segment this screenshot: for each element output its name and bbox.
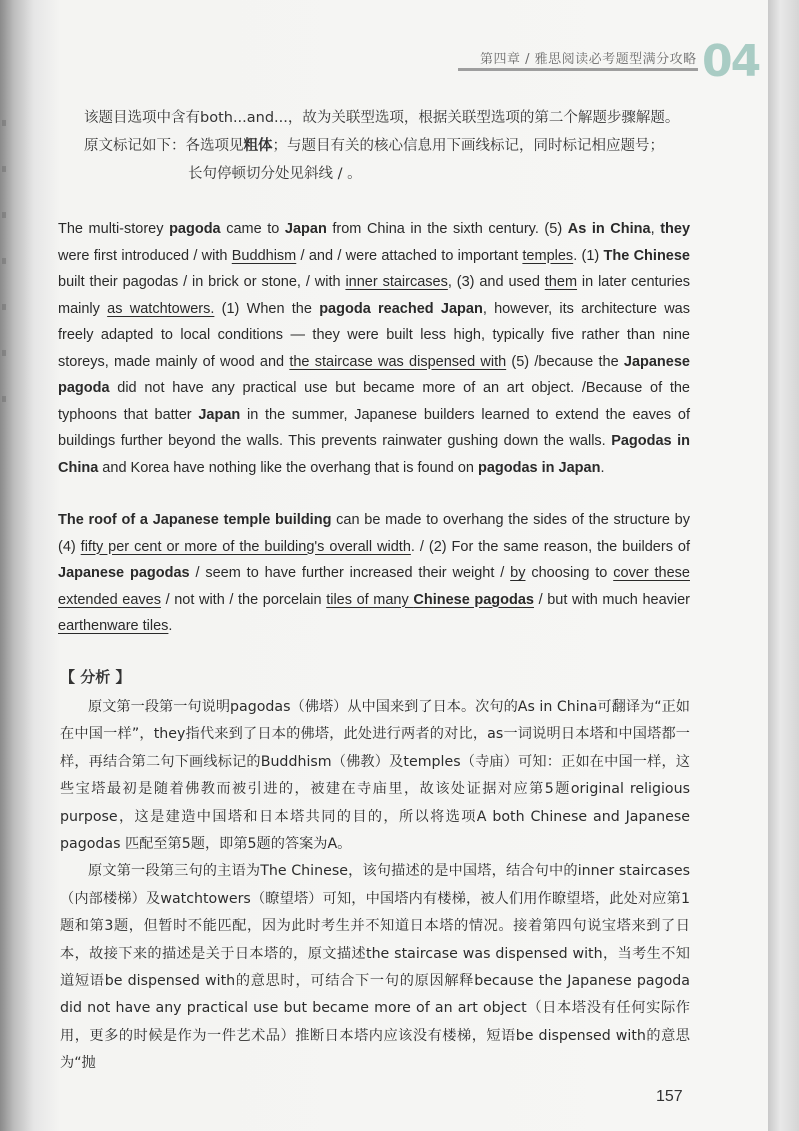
- underlined-text: by: [510, 565, 526, 581]
- intro-line-3: 长句停顿切分处见斜线 / 。: [188, 166, 362, 182]
- analysis-heading: 【 分析 】: [60, 668, 131, 686]
- passage-text: , (3) and used: [447, 274, 545, 290]
- intro-line-2-bold: 粗体: [243, 138, 273, 154]
- underlined-text: earthenware tiles: [58, 618, 169, 634]
- passage-text: . (1): [573, 247, 604, 264]
- passage-text: in later centuries mainly: [58, 274, 691, 317]
- analysis-paragraph: 原文第一段第三句的主语为The Chinese，该句描述的是中国塔，结合句中的inner staircases（内部楼梯）及watchtowers（瞭望塔）可知，中国塔内有楼梯，被人们用作瞭望塔，此处对应第1题和第3题，但暂时不能匹配，因为此时考生并不知道日本塔的情况。接着第四句说宝塔来到了日本，故接下来的描述是关于日本塔的，原文描述the staircase was dispensed with，当考生不知道短语be dispensed with的意思时，可结合下一句的原因解释because the Japanese pagoda did not have any practical use but became more of an art object（日本塔没有任何实际作用，更多的时候是作为一件艺术品）推断日本塔内应该没有楼梯，短语be dispensed with的意思为“抛: [60, 863, 690, 1072]
- passage-paragraph-2: [58, 507, 690, 640]
- passage-text: can be made to overhang the sides of the structure by (4): [58, 512, 690, 555]
- chapter-title: 第四章 / 雅思阅读必考题型满分攻略: [480, 52, 697, 67]
- passage-text: , however, its architecture was freely adapted to local conditions — they were built less high, typically five rather than nine storeys, made mainly of wood and: [58, 300, 690, 370]
- passage-text: in the summer, Japanese builders learned to extend the eaves of buildings further beyond the walls. This prevents rainwater gushing down the walls.: [58, 406, 690, 449]
- page-number: 157: [656, 1088, 683, 1105]
- bold-text: pagodas in Japan: [477, 459, 601, 476]
- underlined-text: as watchtowers.: [107, 300, 215, 317]
- intro-line-1: 该题目选项中含有both...and...，故为关联型选项，根据关联型选项的第二个解题步骤解题。: [84, 110, 680, 126]
- passage-text: ,: [650, 221, 661, 237]
- bold-text: Japan: [198, 406, 241, 423]
- bold-text: pagoda reached Japan: [319, 300, 483, 317]
- bold-text: The Chinese: [603, 247, 690, 264]
- passage-text: choosing to: [525, 565, 614, 581]
- intro-line-2-suffix: ；与题目有关的核心信息用下画线标记，同时标记相应题号；: [272, 138, 664, 154]
- underlined-text: inner staircases: [345, 274, 448, 290]
- passage-text: / and / were attached to important: [296, 247, 523, 264]
- underlined-text: tiles of many: [326, 591, 414, 608]
- intro-block: [84, 104, 704, 188]
- passage-text: were first introduced / with: [58, 247, 232, 264]
- passage-text: did not have any practical use but became more of an art object. /Because of the typhoons that batter: [58, 380, 690, 423]
- passage-text: / but with much heavier: [534, 591, 691, 608]
- passage-paragraph-1: [58, 216, 690, 481]
- passage-text: from China in the sixth century. (5): [326, 221, 568, 237]
- underlined-text: Buddhism: [231, 247, 297, 264]
- underlined-text: cover these extended eaves: [58, 565, 690, 608]
- page-edge: [768, 0, 799, 1131]
- bold-text: The roof of a Japanese temple building: [58, 512, 332, 528]
- passage-text: and Korea have nothing like the overhang that is found on: [98, 459, 478, 476]
- passage-text: .: [600, 459, 605, 476]
- passage-text: / not with / the porcelain: [160, 591, 327, 608]
- bold-text: Pagodas in China: [58, 433, 690, 476]
- header-rule: [458, 68, 698, 71]
- bold-underlined-text: Chinese pagodas: [413, 591, 534, 608]
- running-header: [458, 36, 760, 87]
- passage-text: came to: [220, 221, 285, 237]
- analysis-paragraph: 原文第一段第一句说明pagodas（佛塔）从中国来到了日本。次句的As in China可翻译为“正如在中国一样”，they指代来到了日本的佛塔，此处进行两者的对比，as一词说明日本塔和中国塔都一样，再结合第二句下画线标记的Buddhism（佛教）及temples（寺庙）可知：正如在中国一样，这些宝塔最初是随着佛教而被引进的，被建在寺庙里，故该处证据对应第5题original religious purpose，这是建造中国塔和日本塔共同的目的，所以将选项A both Chinese and Japanese pagodas 匹配至第5题，即第5题的答案为A。: [60, 699, 690, 853]
- underlined-text: temples: [522, 247, 574, 264]
- chapter-number: 04: [702, 36, 760, 87]
- passage-text: .: [168, 618, 173, 634]
- spine-shadow: [0, 80, 12, 480]
- bold-text: pagoda: [169, 221, 221, 237]
- intro-line-2: [84, 132, 704, 160]
- bold-text: they: [660, 221, 691, 237]
- reading-passage: [58, 216, 690, 666]
- passage-text: (1) When the: [214, 300, 320, 317]
- analysis-body: [60, 694, 690, 1078]
- bold-text: Japanese pagoda: [58, 353, 690, 396]
- bold-text: Japan: [284, 221, 327, 237]
- bold-text: As in China: [567, 221, 651, 237]
- underlined-text: the staircase was dispensed with: [289, 353, 507, 370]
- passage-text: The multi-storey: [58, 221, 170, 237]
- passage-text: . / (2) For the same reason, the builders of: [410, 538, 690, 555]
- passage-text: built their pagodas / in brick or stone, / with: [58, 274, 346, 290]
- underlined-text: them: [544, 274, 578, 290]
- intro-line-2-prefix: 原文标记如下：各选项见: [84, 138, 244, 154]
- underlined-text: fifty per cent or more of the building's overall width: [80, 538, 411, 555]
- passage-text: (5) /because the: [506, 353, 624, 370]
- passage-text: / seem to have further increased their weight /: [189, 565, 511, 581]
- bold-text: Japanese pagodas: [58, 565, 190, 581]
